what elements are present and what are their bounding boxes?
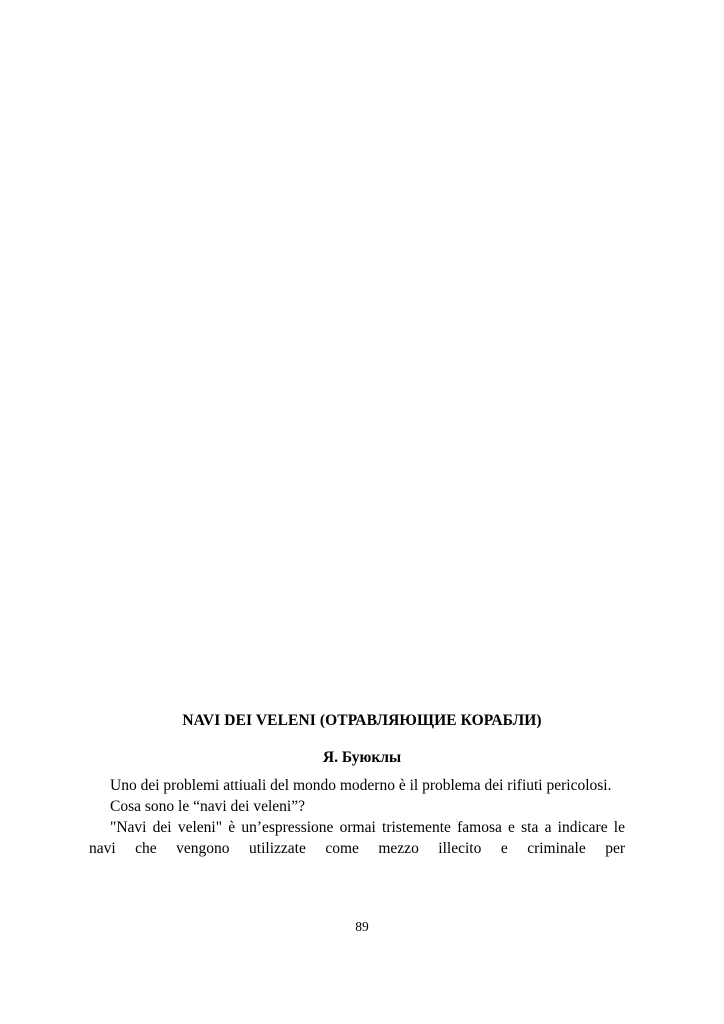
page-number: 89 [355, 919, 369, 934]
body-paragraph: "Navi dei veleni" è un’espressione ormai tristemente famosa e sta a indicare le navi che vengono utilizzate come mezzo illecito e criminale per [89, 819, 625, 857]
article-author: Я. Буюклы [322, 749, 402, 766]
body-paragraph: Uno dei problemi attiuali del mondo moderno è il problema dei rifiuti pericolosi. [110, 777, 612, 794]
body-paragraph: Cosa sono le “navi dei veleni”? [110, 798, 305, 815]
article-body [89, 775, 625, 859]
article-title: NAVI DEI VELENI (ОТРАВЛЯЮЩИЕ КОРАБЛИ) [182, 712, 542, 729]
